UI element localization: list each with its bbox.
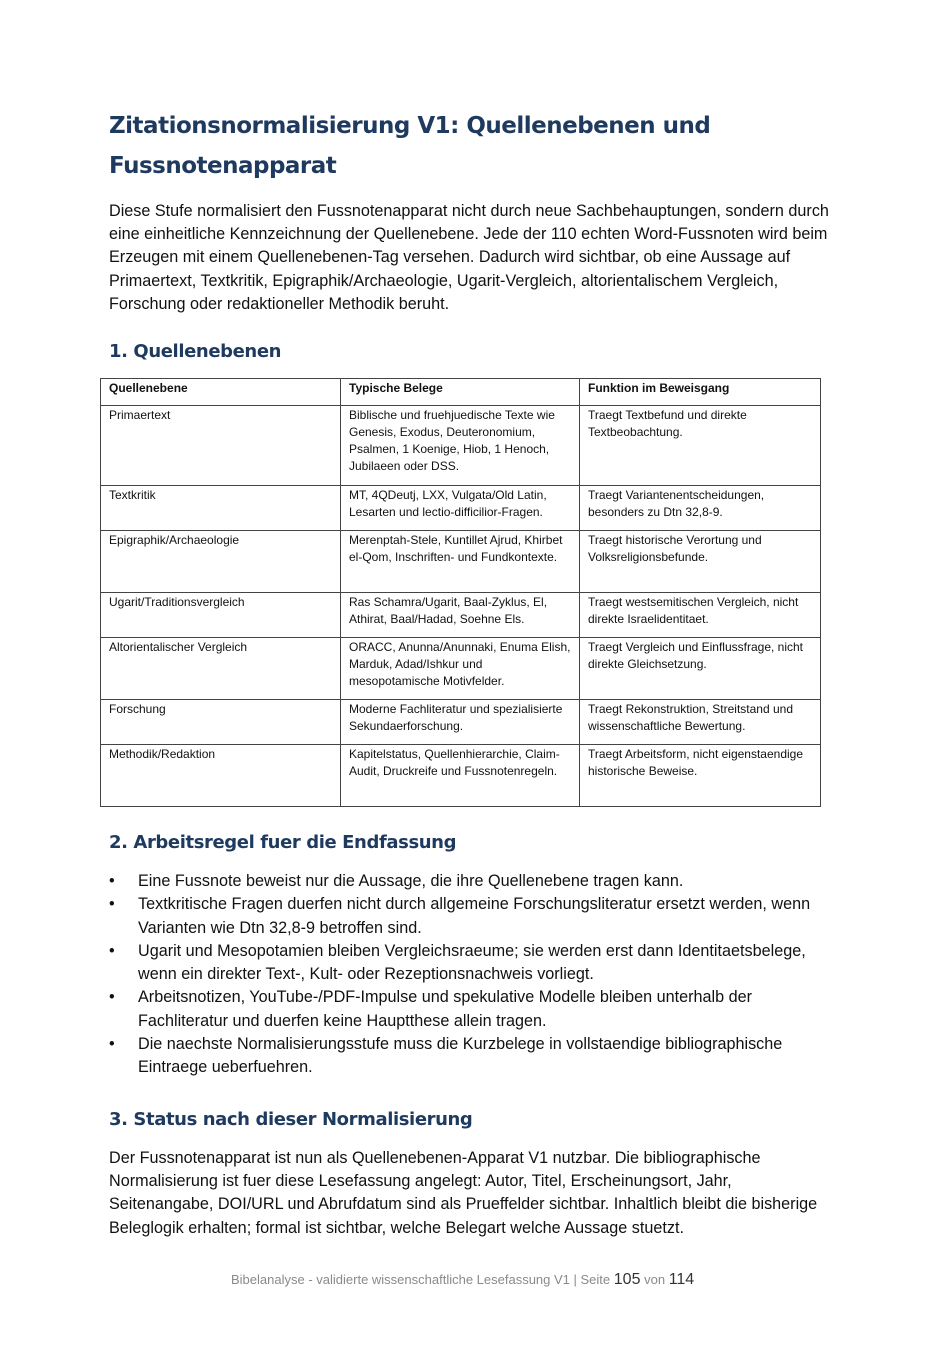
table-cell: Biblische und fruehjuedische Texte wie Genesis, Exodus, Deuteronomium, Psalmen, 1 Koenige, Hiob, 1 Henoch, Jubilaeen oder DSS.: [341, 406, 580, 486]
table-cell: Traegt historische Verortung und Volksreligionsbefunde.: [580, 531, 821, 593]
table-cell: Traegt Rekonstruktion, Streitstand und wissenschaftliche Bewertung.: [580, 700, 821, 745]
page-footer: [231, 1271, 694, 1289]
list-item-text: Textkritische Fragen duerfen nicht durch allgemeine Forschungsliteratur ersetzt werden, wenn Varianten wie Dtn 32,8-9 betroffen sind.: [138, 895, 811, 937]
table-cell: Traegt westsemitischen Vergleich, nicht direkte Israelidentitaet.: [580, 593, 821, 638]
page-title: [109, 106, 844, 186]
list-item: [109, 870, 844, 893]
bullet-icon: •: [109, 941, 115, 960]
table-row: [101, 406, 821, 486]
status-paragraph: Der Fussnotenapparat ist nun als Quellenebenen-Apparat V1 nutzbar. Die bibliographische Normalisierung ist fuer diese Lesefassung angelegt: Autor, Titel, Erscheinungsort, Jahr, Seitenangabe, DOI/URL und Abrufdatum sind als Prueffelder sichtbar. Inhaltlich bleibt die bisherige Beleglogik erhalten; formal ist sichtbar, welche Belegart welche Aussage stuetzt.: [109, 1149, 818, 1237]
source-level-table: [100, 378, 821, 807]
bullet-icon: •: [109, 872, 115, 890]
table-cell: Traegt Vergleich und Einflussfrage, nicht direkte Gleichsetzung.: [580, 638, 821, 700]
footer-of: von: [644, 1272, 666, 1287]
bullet-icon: •: [109, 1035, 115, 1054]
table-cell: Traegt Arbeitsform, nicht eigenstaendige historische Beweise.: [580, 745, 821, 807]
table-cell: Primaertext: [101, 406, 341, 486]
list-item-text: Ugarit und Mesopotamien bleiben Vergleichsraeume; sie werden erst dann Identitaetsbelege, wenn ein direkter Text-, Kult- oder Rezeptionsnachweis vorliegt.: [138, 941, 806, 984]
list-item: [109, 986, 844, 1033]
list-item-text: Arbeitsnotizen, YouTube-/PDF-Impulse und spekulative Modelle bleiben unterhalb der Fachliteratur und duerfen keine Hauptthese allein tragen.: [138, 988, 752, 1030]
table-row: [101, 700, 821, 745]
intro-paragraph: Diese Stufe normalisiert den Fussnotenapparat nicht durch neue Sachbehauptungen, sondern durch eine einheitliche Kennzeichnung der Quellenebene. Jede der 110 echten Word-Fussnoten wird beim Erzeugen mit einem Quellenebenen-Tag versehen. Dadurch wird sichtbar, ob eine Aussage auf Primaertext, Textkritik, Epigraphik/Archaeologie, Ugarit-Vergleich, altorientalischem Vergleich, Forschung oder redaktioneller Methodik beruht.: [109, 202, 829, 313]
table-row: [101, 638, 821, 700]
table-row: [101, 486, 821, 531]
title-line-2: Fussnotenapparat: [109, 153, 337, 179]
title-line-1: Zitationsnormalisierung V1: Quellenebenen und: [109, 113, 711, 139]
list-item: [109, 893, 844, 940]
table-cell: Ugarit/Traditionsvergleich: [101, 593, 341, 638]
table-row: [101, 531, 821, 593]
section-heading-1: 1. Quellenebenen: [109, 341, 282, 362]
table-cell: Textkritik: [101, 486, 341, 531]
footer-text: Bibelanalyse - validierte wissenschaftliche Lesefassung V1 | Seite: [231, 1272, 611, 1287]
bullet-icon: •: [109, 988, 115, 1007]
table-cell: Forschung: [101, 700, 341, 745]
table-row: [101, 593, 821, 638]
rules-list: [109, 870, 844, 1080]
table-cell: Ras Schamra/Ugarit, Baal-Zyklus, El, Athirat, Baal/Hadad, Soehne Els.: [341, 593, 580, 638]
table-cell: Kapitelstatus, Quellenhierarchie, Claim-Audit, Druckreife und Fussnotenregeln.: [341, 745, 580, 807]
page-number: 105: [613, 1271, 641, 1288]
list-item: [109, 1033, 844, 1080]
list-item-text: Die naechste Normalisierungsstufe muss die Kurzbelege in vollstaendige bibliographische Eintraege ueberfuehren.: [138, 1035, 783, 1077]
table-cell: Altorientalischer Vergleich: [101, 638, 341, 700]
section-heading-3: 3. Status nach dieser Normalisierung: [109, 1109, 473, 1130]
table-cell: Epigraphik/Archaeologie: [101, 531, 341, 593]
table-cell: Moderne Fachliteratur und spezialisierte Sekundaerforschung.: [341, 700, 580, 745]
table-cell: Traegt Textbefund und direkte Textbeobachtung.: [580, 406, 821, 486]
list-item: [109, 940, 844, 987]
page-total: 114: [668, 1271, 695, 1288]
table-cell: Merenptah-Stele, Kuntillet Ajrud, Khirbet el-Qom, Inschriften- und Fundkontexte.: [341, 531, 580, 593]
table-row: [101, 745, 821, 807]
list-item-text: Eine Fussnote beweist nur die Aussage, die ihre Quellenebene tragen kann.: [138, 872, 684, 890]
table-cell: Methodik/Redaktion: [101, 745, 341, 807]
column-header: Typische Belege: [341, 379, 580, 406]
table-cell: MT, 4QDeutj, LXX, Vulgata/Old Latin, Lesarten und lectio-difficilior-Fragen.: [341, 486, 580, 531]
table-cell: Traegt Variantenentscheidungen, besonders zu Dtn 32,8-9.: [580, 486, 821, 531]
section-heading-2: 2. Arbeitsregel fuer die Endfassung: [109, 832, 457, 853]
table-header-row: [101, 379, 821, 406]
column-header: Funktion im Beweisgang: [580, 379, 821, 406]
column-header: Quellenebene: [101, 379, 341, 406]
bullet-icon: •: [109, 895, 115, 914]
table-cell: ORACC, Anunna/Anunnaki, Enuma Elish, Marduk, Adad/Ishkur und mesopotamische Motivfelder.: [341, 638, 580, 700]
